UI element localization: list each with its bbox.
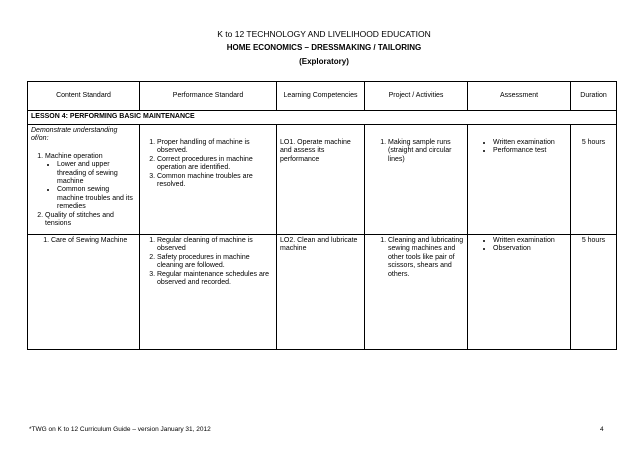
column-header: Duration — [571, 82, 617, 111]
competency-text: LO1. Operate machine and assess its performance — [280, 139, 351, 163]
lesson-row — [28, 111, 617, 125]
duration-cell — [571, 125, 617, 235]
header-title: K to 12 TECHNOLOGY AND LIVELIHOOD EDUCATION — [217, 29, 431, 39]
list-item: 1. Making sample runs (straight and circular lines) — [388, 139, 464, 164]
duration-text: 5 hours — [581, 139, 606, 146]
page-number: 4 — [600, 426, 604, 433]
list-item: 1. Care of Sewing Machine — [51, 237, 136, 245]
list-item: • Written examination — [493, 139, 567, 147]
duration-text: 5 hours — [581, 237, 606, 244]
column-header: Project / Activities — [365, 82, 468, 111]
content-standard-cell — [28, 235, 140, 350]
list-item — [45, 153, 136, 212]
footer-text: *TWG on K to 12 Curriculum Guide – version January 31, 2012 — [29, 426, 211, 433]
list-item: 2. Safety procedures in machine cleaning are followed. — [157, 254, 273, 271]
duration-cell — [571, 235, 617, 350]
list-item: 1. Proper handling of machine is observed. — [157, 139, 273, 156]
project-cell — [365, 235, 468, 350]
project-cell — [365, 125, 468, 235]
list-item: 1. Cleaning and lubricating sewing machines and other tools like pair of scissors, shears and others. — [388, 237, 464, 279]
content-standard-cell — [28, 125, 140, 235]
list-item: 2. Quality of stitches and tensions — [45, 212, 136, 229]
list-item: • Common sewing machine troubles and its remedies — [57, 186, 136, 211]
list-item: • Observation — [493, 245, 567, 253]
list-item: 2. Correct procedures in machine operation are identified. — [157, 156, 273, 173]
list-item: 1. Regular cleaning of machine is observed — [157, 237, 273, 254]
curriculum-table — [27, 81, 617, 350]
list-item-text: Machine operation — [45, 152, 103, 160]
header-subtitle: HOME ECONOMICS – DRESSMAKING / TAILORING — [226, 43, 422, 52]
list-item: • Written examination — [493, 237, 567, 245]
competency-cell — [277, 125, 365, 235]
assessment-cell — [468, 235, 571, 350]
lesson-title: LESSON 4: PERFORMING BASIC MAINTENANCE — [28, 111, 617, 125]
table-row — [28, 235, 617, 350]
performance-standard-cell — [140, 125, 277, 235]
content-intro: Demonstrate understanding of/on: — [31, 127, 118, 143]
assessment-cell — [468, 125, 571, 235]
column-header: Learning Competencies — [277, 82, 365, 111]
list-item: • Lower and upper threading of sewing machine — [57, 161, 136, 186]
column-header: Performance Standard — [140, 82, 277, 111]
performance-standard-cell — [140, 235, 277, 350]
list-item: 3. Regular maintenance schedules are observed and recorded. — [157, 271, 273, 288]
table-row — [28, 125, 617, 235]
list-item: 3. Common machine troubles are resolved. — [157, 173, 273, 190]
column-header: Content Standard — [28, 82, 140, 111]
header-exploratory: (Exploratory) — [299, 57, 349, 66]
list-item: • Performance test — [493, 147, 567, 155]
column-header: Assessment — [468, 82, 571, 111]
competency-cell — [277, 235, 365, 350]
table-header-row — [28, 82, 617, 111]
competency-text: LO2. Clean and lubricate machine — [280, 237, 358, 253]
